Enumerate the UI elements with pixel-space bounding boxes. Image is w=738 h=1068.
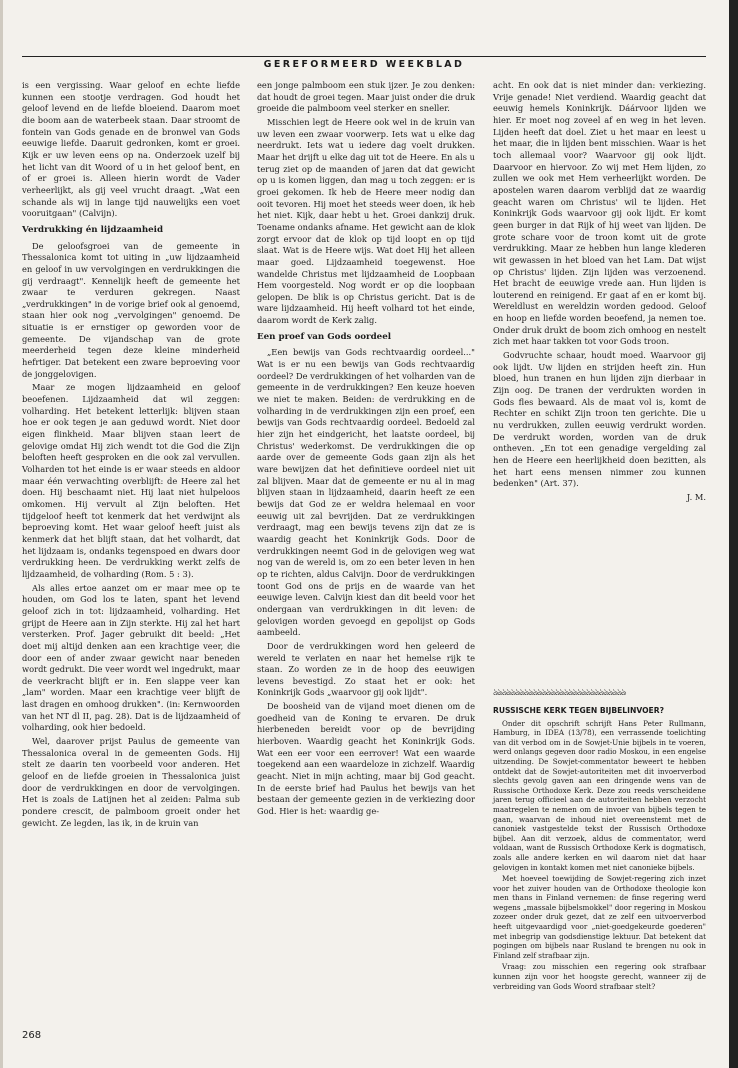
paragraph: een jonge palmboom een stuk ijzer. Je zou denken: dat houdt de groei tegen. Maar juist onder die druk groeide die palmboom veel sterker en sneller. bbox=[257, 80, 475, 114]
paragraph: Als alles ertoe aanzet om er maar mee op te houden, om God los te laten, spant het levend geloof zich in tot: lijdzaamheid, volharding. Het grijpt de Heere aan in Zijn sterkte. Hij zal het hart versterken. Prof. Jager gebruikt dit beeld: „Het doet mij altijd denken aan een krachtige veer, die door een of ander zwaar gewicht naar beneden wordt gedrukt. Die veer wordt wel ingedrukt, maar de veerkracht blijft er in. Een slappe veer kan „lam" worden. Maar een krachtige veer blijft de last dragen en omhoog drukken". (in: Kernwoorden van het NT dl II, pag. 28). Dat is de lijdzaamheid of volharding, ook hier bedoeld. bbox=[22, 582, 240, 733]
author-signature: J. M. bbox=[686, 491, 706, 502]
paragraph: De boosheid van de vijand moet dienen om de goedheid van de Koning te ervaren. De druk hierbeneden bereidt voor op de bevrijding hierboven. Waardig geacht het Koninkrijk Gods. Wat een eer voor een eerrover! Wat een waarde toegekend aan een waardeloze in zichzelf. Waardig geacht. Niet in mijn achting, maar bij God geacht. In de eerste brief had Paulus het bewijs van het bestaan der gemeente gezien in de verkiezing door God. Hier is het: waardig ge- bbox=[257, 701, 475, 817]
paragraph: Wel, daarover prijst Paulus de gemeente van Thessalonica overal in de gemeenten Gods. Hij stelt ze daarin ten voorbeeld voor anderen. Het geloof en de liefde groeien in Thessalonica juist door de verdrukkingen en door de vervolgingen. Het is zoals de Latijnen het al zeiden: Palma sub pondere crescit, de palmboom groeit onder het gewicht. Ze legden, las ik, in de kruin van bbox=[22, 736, 240, 828]
paragraph: Godvruchte schaar, houdt moed. Waarvoor gij ook lijdt. Uw lijden en strijden heeft zin. Hun bloed, hun tranen en hun lijden zijn dierbaar in Zijn oog. De tranen der verdrukten worden in Gods fles bewaard. Als de maat vol is, komt de Rechter en schikt Zijn troon ten gerichte. Die u nu verdrukken, zullen eeuwig verdrukt worden. De verdrukt worden, worden van de druk ontheven. „En tot een genadige vergelding zal hen de Heere een heerlijkheid doen bezitten, als het hart eens mensen nimmer zou kunnen bedenken" (Art. 37). bbox=[493, 350, 706, 489]
paragraph: Onder dit opschrift schrijft Hans Peter Rullmann, Hamburg, in IDEA (13/78), een verrassende toelichting van dit verbod om in de Sowjet-Unie bijbels in te voeren, werd onlangs gegeven door radio Moskou, in een engelse uitzending. De Sowjet-commentator beweert te hebben ontdekt dat de Sowjet-autoriteiten met dit invoerverbod slechts gevolg gaven aan een dringende wens van de Russische Orthodoxe Kerk. Deze zou reeds verscheidene jaren terug officieel aan de autoriteiten hebben verzocht maatregelen te nemen om de invoer van bijbels tegen te gaan, waarvan de inhoud niet overeenstemt met de canoniek vastgestelde tekst der Russisch Orthodoxe bijbel. Aan dit verzoek, aldus de commentator, werd voldaan, want de Russisch Orthodoxe Kerk is dogmatisch, zoals alle andere kerken en wil daarom niet dat haar gelovigen in kontakt komen met niet canonieke bijbels. bbox=[493, 718, 706, 872]
running-header: GEREFORMEERD WEEKBLAD bbox=[22, 56, 706, 70]
paragraph: acht. En ook dat is niet minder dan: verkiezing. Vrije genade! Niet verdiend. Waardig geacht dat eeuwig hemels Koninkrijk. Dáárvoor lijden we hier. Er moet nog zoveel af en weg in het leven. Lijden heeft dat doel. Ziet u het maar en leest u het maar, die in lijden bent misschien. Waar is het toch allemaal voor? Waarvoor gij ook lijdt. Daarvoor en hiervoor. Zo wij met Hem lijden, zo zullen we ook met Hem verheerlijkt worden. De apostelen waren daarom verblijd dat ze waardig geacht waren om Christus' wil te lijden. Het Koninkrijk Gods waarvoor gij ook lijdt. Er komt geen burger in dat Rijk of hij weet van lijden. De grote schare voor de troon komt uit de grote verdrukking. Maar ze hebben hun lange klederen wit gewassen in het bloed van het Lam. Dat wijst op Christus' lijden. Zijn lijden was verzoenend. Het bracht de eeuwige vrede aan. Hun lijden is louterend en reinigend. Er gaat af en er komt bij. Wereldlust en wereldzin worden gedood. Geloof en hoop en liefde worden beoefend, ja nemen toe. Onder druk drukt de boom zich omhoog en nestelt zich met haar takken tot voor Gods troon. bbox=[493, 80, 706, 347]
page-number: 268 bbox=[22, 1030, 42, 1041]
scan-left-edge bbox=[0, 0, 3, 1068]
paragraph: De geloofsgroei van de gemeente in Thessalonica komt tot uiting in „uw lijdzaamheid en geloof in uw vervolgingen en verdrukkingen die gij verdraagt". Kennelijk heeft de gemeente het zwaar te verduren gekregen. Naast „verdrukkingen" in de vorige brief ook al genoemd, staan hier ook nog „vervolgingen" genoemd. De situatie is er ernstiger op geworden voor de gemeente. De vijandschap van de grote meerderheid tegen deze kleine minderheid hefrtiger. Dat betekent een zware beproeving voor de jonggelovigen. bbox=[22, 240, 240, 379]
notice-title: RUSSISCHE KERK TEGEN BIJBELINVOER? bbox=[493, 706, 664, 715]
paragraph: is een vergissing. Waar geloof en echte liefde kunnen een stootje verdragen. God houdt het geloof levend en de liefde bloeiend. Daarom moet die boom aan de waterbeek staan. Daar stroomt de fontein van Gods genade en de bronwel van Gods eeuwige liefde. Daaruit gedronken, komt er groei. Kijk er uw leven eens op na. Onderzoek uzelf bij het licht van dit Woord of u in het geloof bent, en of er groei is. Alleen hierin wordt de Vader verheerlijkt, als gij veel vrucht draagt. „Wat een schande als wij in lange tijd nauwelijks een voet vooruitgaan" (Calvijn). bbox=[22, 80, 240, 219]
paragraph: Vraag: zou misschien een regering ook strafbaar kunnen zijn voor het hoogste gerecht, wanneer zij de verbreiding van Gods Woord strafbaar stelt? bbox=[493, 962, 706, 991]
paragraph: „Een bewijs van Gods rechtvaardig oordeel..." Wat is er nu een bewijs van Gods rechtvaardig oordeel? De verdrukkingen of het volharden van de gemeente in de verdrukkingen? Een keuze hoeven we niet te maken. Beiden: de verdrukking en de volharding in de verdrukkingen zijn een proef, een bewijs van Gods rechtvaardig oordeel. Bedoeld zal hier zijn het eindgericht, het laatste oordeel, bij Christus' wederkomst. De verdrukkingen die op aarde over de gemeente Gods gaan zijn als het ware bewijzen dat het definitieve oordeel niet uit zal blijven. Maar dat de gemeente er nu al in mag blijven staan in lijdzaamheid, daarin heeft ze een bewijs dat God ze er weldra helemaal en voor eeuwig uit zal bevrijden. Dat ze verdrukkingen verdraagt, mag een bewijs tevens zijn dat ze is waardig geacht het Koninkrijk Gods. Door de verdrukkingen neemt God in de gelovigen weg wat nog van de wereld is, om zo een beter leven in hen op te richten, aldus Calvijn. Door de verdrukkingen toont God ons de prijs en de waarde van het eeuwige leven. Calvijn kiest dan dit beeld voor het ondergaan van verdrukkingen in dit leven: de gelovigen worden gevoegd en gepolijst op Gods aambeeld. bbox=[257, 347, 475, 638]
section-heading: Verdrukking én lijdzaamheid bbox=[22, 224, 164, 235]
ornamental-divider: ঌঌঌঌঌঌঌঌঌঌঌঌঌঌঌঌঌঌঌঌঌঌঌঌঌঌঌঌঌঌ bbox=[493, 688, 626, 698]
paragraph: Maar ze mogen lijdzaamheid en geloof beoefenen. Lijdzaamheid dat wil zeggen: volharding. Het betekent letterlijk: blijven staan hoe er ook tegen je aan geduwd wordt. Niet door eigen flinkheid. Maar blijven staan leert de gelovige omdat Hij zich wendt tot die God die Zijn beloften heeft gesproken en die ook zal vervullen. Volharden tot het einde is er waar steeds en aldoor maar één verwachting overblijft: de Heere zal het doen. Hij beschaamt niet. Hij laat niet hulpeloos omkomen. Hij vervult al Zijn beloften. Het tijdgeloof heeft tot kenmerk dat het verdwijnt als beproeving komt. Het waar geloof heeft juist als kenmerk dat het blijft staan, dat het volhardt, dat het lijdzaam is, ondanks tegenspoed en dwars door verdrukking heen. De verdrukking werkt zelfs de lijdzaamheid, de volharding (Rom. 5 : 3). bbox=[22, 382, 240, 579]
news-notice bbox=[493, 706, 706, 993]
paragraph: Met hoeveel toewijding de Sowjet-regering zich inzet voor het zuiver houden van de Orthodoxe theologie kon men thans in Finland vernemen: de finse regering werd wegens „massale bijbelsmokkel" door regering in Moskou zozeer onder druk gezet, dat ze zelf een uitvoerverbod heeft uitgevaardigd voor „niet-goedgekeurde goederen" met inbegrip van godsdienstige lektuur. Dat betekent dat pogingen om bijbels naar Rusland te brengen nu ook in Finland zelf strafbaar zijn. bbox=[493, 874, 706, 960]
paragraph: Door de verdrukkingen word hen geleerd de wereld te verlaten en naar het hemelse rijk te staan. Zo worden ze in de hoop des eeuwigen levens bevestigd. Zo staat het er ook: het Koninkrijk Gods „waarvoor gij ook lijdt". bbox=[257, 640, 475, 698]
column-1 bbox=[22, 80, 240, 831]
column-3 bbox=[493, 80, 706, 506]
paragraph: Misschien legt de Heere ook wel in de kruin van uw leven een zwaar voorwerp. Iets wat u elke dag neerdrukt. Iets wat u iedere dag voelt drukken. Maar het drijft u elke dag uit tot de Heere. En als u terug ziet op de maanden of jaren dat dat gewicht op u is komen liggen, dan mag u toch zeggen: er is groei gekomen. Ik heb de Heere meer nodig dan ooit tevoren. Hij moet het steeds weer doen, ik heb het niet. Kijk, daar hebt u het. Groei dankzij druk. Toename ondanks afname. Het gewicht aan de klok zorgt ervoor dat de klok op tijd loopt en op tijd slaat. Wat is de Heere wijs. Wat doet Hij het alleen maar goed. Lijdzaamheid toegewenst. Hoe wandelde Christus met lijdzaamheid de Loopbaan Hem voorgesteld. Nog wordt er op die loopbaan gelopen. De blik is op Christus gericht. Dat is de ware lijdzaamheid. Hij heeft volhard tot het einde, daarom wordt de Kerk zalig. bbox=[257, 116, 475, 326]
section-heading: Een proef van Gods oordeel bbox=[257, 331, 392, 342]
scan-right-edge bbox=[729, 0, 738, 1068]
column-2 bbox=[257, 80, 475, 820]
